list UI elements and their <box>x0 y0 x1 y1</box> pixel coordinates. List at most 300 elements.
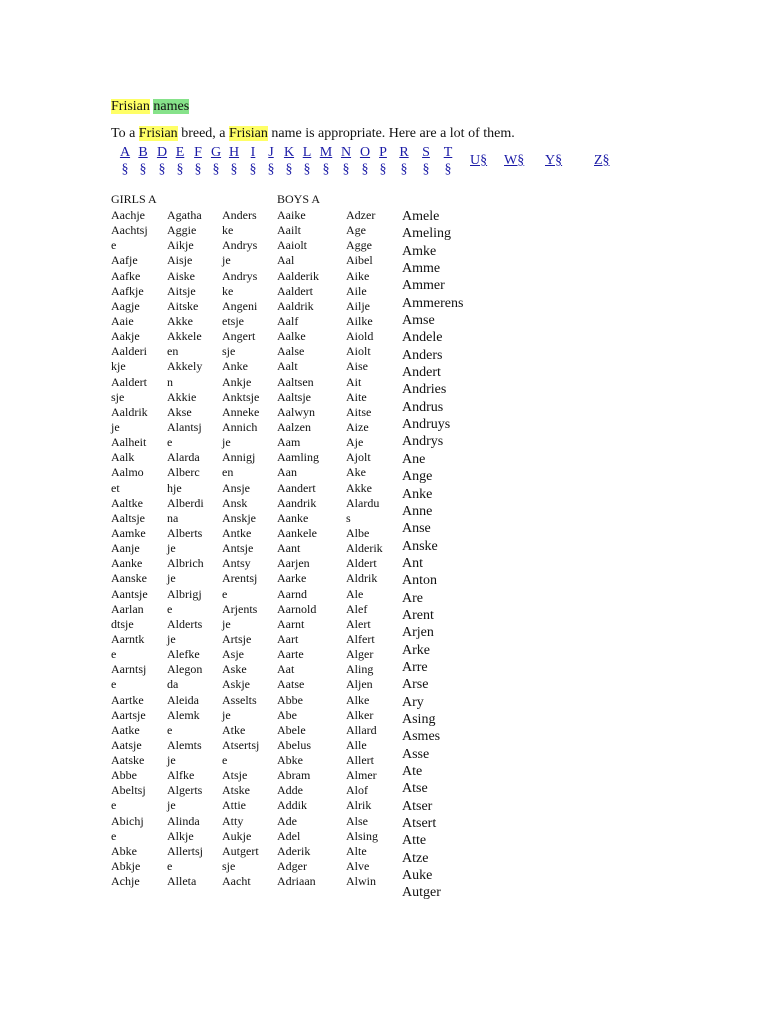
name-entry: Akke <box>346 480 372 495</box>
name-entry: Abbe <box>111 768 137 783</box>
name-entry: Aat <box>277 662 295 677</box>
name-entry: Algerts <box>167 783 203 798</box>
name-entry: Aakje <box>111 329 140 344</box>
intro-text-2: breed, a <box>177 126 229 141</box>
letter-link-z[interactable]: Z§ <box>594 153 610 168</box>
name-entry: Adde <box>277 783 303 798</box>
letter-label: I <box>250 145 256 160</box>
name-entry: je <box>167 541 176 556</box>
name-entry: Atsert <box>402 816 437 832</box>
section-mark: § <box>422 162 430 177</box>
boys-column-2 <box>346 208 383 889</box>
section-mark: § <box>361 162 369 177</box>
name-entry: Aibel <box>346 253 373 268</box>
name-entry: Ammer <box>402 278 445 294</box>
name-entry: e <box>222 753 228 768</box>
name-entry: Anse <box>402 521 431 537</box>
name-entry: Aaike <box>277 208 306 222</box>
name-entry: Alwin <box>346 874 376 889</box>
name-entry: Aafje <box>111 253 138 268</box>
name-entry: Akke <box>167 313 193 328</box>
name-entry: Angert <box>222 329 256 344</box>
name-entry: Abichj <box>111 813 144 828</box>
name-entry: Adriaan <box>277 874 316 889</box>
name-entry: Aling <box>346 662 374 677</box>
name-entry: Alardu <box>346 495 380 510</box>
name-entry: Aarlan <box>111 601 144 616</box>
name-entry: Alberts <box>167 525 203 540</box>
name-entry: Alantsj <box>167 419 202 434</box>
name-entry: Adel <box>277 828 301 843</box>
name-entry: Aafkje <box>111 283 144 298</box>
name-entry: Andert <box>402 365 441 381</box>
name-entry: Aagje <box>111 298 140 313</box>
letter-link-w[interactable]: W§ <box>504 153 525 168</box>
intro-text-1: To a <box>111 126 139 141</box>
name-entry: Arke <box>402 642 430 658</box>
name-entry: Autger <box>402 885 441 901</box>
name-entry: Aalwyn <box>277 404 315 419</box>
name-entry: Aal <box>277 253 295 268</box>
name-entry: Aacht <box>222 874 251 889</box>
name-entry: Aaldert <box>277 283 313 298</box>
section-mark: § <box>230 162 238 177</box>
name-entry: Abram <box>277 768 311 783</box>
name-entry: Aandrik <box>277 495 317 510</box>
name-entry: Alker <box>346 707 374 722</box>
name-entry: Amele <box>402 209 440 224</box>
section-mark: § <box>121 162 129 177</box>
name-entry: je <box>167 798 176 813</box>
name-entry: Arentsj <box>222 571 258 586</box>
section-mark: § <box>379 162 387 177</box>
name-entry: Ammerens <box>402 295 464 311</box>
name-entry: Agatha <box>167 208 202 222</box>
name-entry: Aarntk <box>111 631 145 646</box>
name-entry: Arre <box>402 659 428 675</box>
name-entry: Ait <box>346 374 362 389</box>
name-entry: Age <box>346 223 366 238</box>
letter-link-u[interactable]: U§ <box>470 153 488 168</box>
name-entry: Annich <box>222 419 258 434</box>
intro-paragraph <box>111 125 515 143</box>
name-entry: Auke <box>402 868 433 884</box>
letter-link-b[interactable] <box>133 144 153 178</box>
name-entry: Asing <box>402 711 436 727</box>
name-entry: Aamling <box>277 450 319 465</box>
name-entry: Albrich <box>167 556 204 571</box>
section-mark: § <box>212 162 220 177</box>
name-entry: Atske <box>222 783 250 798</box>
name-entry: n <box>167 374 173 389</box>
name-entry: Aike <box>346 268 370 283</box>
name-entry: Ailje <box>346 298 370 313</box>
name-entry: Aatsje <box>111 737 142 752</box>
name-entry: etsje <box>222 313 244 328</box>
name-entry: Alemk <box>167 707 200 722</box>
boys-column-1 <box>277 208 319 889</box>
girls-column-1 <box>111 208 148 889</box>
name-entry: et <box>111 480 120 495</box>
name-entry: Abelus <box>277 737 311 752</box>
name-entry: Atke <box>222 722 246 737</box>
name-entry: e <box>111 828 117 843</box>
name-entry: Alve <box>346 859 370 874</box>
title-word-frisian: Frisian <box>111 99 150 114</box>
name-entry: en <box>222 465 234 480</box>
letter-label: K <box>283 145 295 160</box>
section-mark: § <box>158 162 166 177</box>
name-entry: Ange <box>402 469 433 485</box>
letter-label: T <box>443 145 453 160</box>
name-entry: Amse <box>402 313 435 329</box>
name-entry: Aile <box>346 283 367 298</box>
name-entry: Anke <box>222 359 248 374</box>
name-entry: Alfke <box>167 768 195 783</box>
name-entry: Alke <box>346 692 370 707</box>
name-entry: Aan <box>277 465 297 480</box>
name-entry: Anke <box>402 486 433 502</box>
letter-label: P <box>379 145 387 160</box>
girls-header: GIRLS A <box>111 192 157 206</box>
name-entry: Abkje <box>111 859 141 874</box>
name-entry: Allertsj <box>167 843 203 858</box>
name-entry: Alrik <box>346 798 372 813</box>
letter-label: S <box>422 145 430 160</box>
name-entry: Aarntsj <box>111 662 147 677</box>
name-entry: e <box>167 435 173 450</box>
intro-highlight-2: Frisian <box>229 126 268 141</box>
letter-label: R <box>399 145 409 160</box>
name-entry: kje <box>111 359 126 374</box>
name-entry: Anders <box>402 347 443 363</box>
name-entry: Atser <box>402 798 433 814</box>
name-entry: Antsy <box>222 556 251 571</box>
section-mark: § <box>303 162 311 177</box>
letter-label: D <box>156 145 168 160</box>
title-word-names: names <box>153 99 190 114</box>
name-entry: Aalk <box>111 450 135 465</box>
name-entry: Aitske <box>167 298 199 313</box>
letter-link-l[interactable] <box>297 144 317 178</box>
name-entry: Alse <box>346 813 368 828</box>
name-entry: Aitsje <box>167 283 196 298</box>
name-entry: Alefke <box>167 647 200 662</box>
name-entry: Aalheit <box>111 435 147 450</box>
letter-link-j[interactable] <box>261 144 281 178</box>
name-entry: Andruys <box>402 417 451 433</box>
letter-label: E <box>175 145 185 160</box>
name-entry: Aaiolt <box>277 238 307 253</box>
name-entry: je <box>222 253 231 268</box>
name-entry: Akse <box>167 404 192 419</box>
section-mark: § <box>194 162 202 177</box>
name-entry: Akkie <box>167 389 197 404</box>
name-entry: Aljen <box>346 677 373 692</box>
letter-label: J <box>268 145 274 160</box>
letter-link-m[interactable] <box>316 144 336 178</box>
name-entry: Asmes <box>402 729 441 745</box>
name-entry: Attie <box>222 798 246 813</box>
name-entry: Aant <box>277 541 301 556</box>
name-entry: je <box>167 631 176 646</box>
name-entry: Are <box>402 590 423 606</box>
name-entry: Abele <box>277 722 306 737</box>
name-entry: Alleta <box>167 874 197 889</box>
name-entry: Ary <box>402 694 424 710</box>
name-entry: Aartke <box>111 692 144 707</box>
name-entry: Aaldert <box>111 374 147 389</box>
name-entry: Andrys <box>222 238 258 253</box>
name-entry: Aaie <box>111 313 134 328</box>
name-entry: ke <box>222 223 234 238</box>
name-entry: Aalke <box>277 329 306 344</box>
name-entry: Aalzen <box>277 419 311 434</box>
name-entry: Artsje <box>222 631 252 646</box>
name-entry: Aarjen <box>277 556 310 571</box>
name-entry: Atze <box>402 850 429 866</box>
name-entry: Albrigj <box>167 586 202 601</box>
name-entry: e <box>111 798 117 813</box>
name-entry: Ant <box>402 555 423 571</box>
name-entry: Arent <box>402 607 434 623</box>
name-entry: Aukje <box>222 828 252 843</box>
name-entry: Alemts <box>167 737 202 752</box>
name-entry: je <box>222 435 231 450</box>
name-entry: Adzer <box>346 208 376 222</box>
name-entry: e <box>167 859 173 874</box>
letter-link-t[interactable] <box>438 144 458 178</box>
section-mark: § <box>249 162 257 177</box>
letter-link-n[interactable] <box>336 144 356 178</box>
name-entry: Aachtsj <box>111 223 148 238</box>
name-entry: Abeltsj <box>111 783 146 798</box>
letter-link-g[interactable] <box>206 144 226 178</box>
name-entry: Akkely <box>167 359 203 374</box>
name-entry: Ankje <box>222 374 252 389</box>
name-entry: Aatse <box>277 677 305 692</box>
name-entry: Aikje <box>167 238 194 253</box>
name-entry: Ate <box>402 764 423 779</box>
girls-column-3 <box>222 208 259 889</box>
section-mark: § <box>176 162 184 177</box>
section-mark: § <box>322 162 330 177</box>
name-entry: je <box>167 753 176 768</box>
page-title <box>111 98 189 116</box>
name-entry: na <box>167 510 179 525</box>
name-entry: ke <box>222 283 234 298</box>
name-entry: Aaldrik <box>277 298 314 313</box>
section-mark: § <box>139 162 147 177</box>
name-entry: Aiold <box>346 329 374 344</box>
section-mark: § <box>285 162 293 177</box>
letter-label: A <box>119 145 131 160</box>
name-entry: Ailke <box>346 313 373 328</box>
name-entry: Aje <box>346 435 364 450</box>
name-entry: Antke <box>222 525 252 540</box>
name-entry: e <box>111 677 117 692</box>
name-entry: Addik <box>277 798 307 813</box>
name-entry: Anske <box>402 538 438 554</box>
name-entry: Aalt <box>277 359 298 374</box>
name-entry: Alfert <box>346 631 375 646</box>
name-entry: Aantsje <box>111 586 148 601</box>
name-entry: Aam <box>277 435 301 450</box>
name-entry: Aanske <box>111 571 147 586</box>
name-entry: Aldrik <box>346 571 378 586</box>
name-entry: je <box>167 571 176 586</box>
letter-link-y[interactable]: Y§ <box>545 153 563 168</box>
name-entry: Aitse <box>346 404 372 419</box>
name-entry: Asse <box>402 746 430 762</box>
name-entry: Abke <box>111 843 137 858</box>
name-entry: Andrus <box>402 399 444 415</box>
name-entry: Anneke <box>222 404 260 419</box>
name-entry: Aankele <box>277 525 317 540</box>
name-entry: Atty <box>222 813 244 828</box>
name-entry: Aarnt <box>277 616 305 631</box>
boys-header: BOYS A <box>277 192 321 206</box>
name-entry: Anskje <box>222 510 256 525</box>
name-entry: Aarnd <box>277 586 307 601</box>
name-entry: Adger <box>277 859 307 874</box>
name-entry: Alof <box>346 783 368 798</box>
name-entry: Aalmo <box>111 465 144 480</box>
name-entry: Ansk <box>222 495 248 510</box>
name-entry: Anders <box>222 208 257 222</box>
name-entry: Aatke <box>111 722 140 737</box>
name-entry: Anne <box>402 503 433 519</box>
name-entry: Aize <box>346 419 369 434</box>
name-entry: Asje <box>222 647 244 662</box>
name-entry: Arjen <box>402 625 434 641</box>
name-entry: e <box>111 238 117 253</box>
letter-link-d[interactable] <box>152 144 172 178</box>
name-entry: Asselts <box>222 692 257 707</box>
name-entry: Andrys <box>222 268 258 283</box>
letter-label: H <box>228 145 240 160</box>
name-entry: Anktsje <box>222 389 260 404</box>
name-entry: Aderik <box>277 843 311 858</box>
intro-highlight-1: Frisian <box>138 126 178 141</box>
letter-link-i[interactable] <box>243 144 263 178</box>
name-entry: Aanje <box>111 541 140 556</box>
name-entry: sje <box>111 389 125 404</box>
name-entry: Aanke <box>111 556 143 571</box>
name-entry: Ade <box>277 813 297 828</box>
name-entry: s <box>346 510 351 525</box>
name-entry: Anton <box>402 573 437 589</box>
name-entry: Alberdi <box>167 495 204 510</box>
section-mark: § <box>444 162 452 177</box>
name-entry: Arjents <box>222 601 258 616</box>
name-entry: Atte <box>402 833 427 849</box>
name-entry: e <box>222 586 228 601</box>
name-entry: Alarda <box>167 450 200 465</box>
letter-link-f[interactable] <box>188 144 208 178</box>
name-entry: Aaltsen <box>277 374 314 389</box>
name-entry: je <box>222 707 231 722</box>
name-entry: Aafke <box>111 268 141 283</box>
name-entry: Aalse <box>277 344 305 359</box>
name-entry: Aleida <box>167 692 199 707</box>
name-entry: Alsing <box>346 828 379 843</box>
letter-link-a[interactable] <box>115 144 135 178</box>
name-entry: Alinda <box>167 813 200 828</box>
name-entry: Akkele <box>167 329 202 344</box>
letter-link-o[interactable] <box>355 144 375 178</box>
name-entry: Allard <box>346 722 377 737</box>
name-entry: Aalf <box>277 313 299 328</box>
letter-label: M <box>319 145 333 160</box>
name-entry: Aart <box>277 631 299 646</box>
name-entry: Aise <box>346 359 368 374</box>
name-entry: Aarke <box>277 571 307 586</box>
name-entry: hje <box>167 480 182 495</box>
name-entry: Arse <box>402 677 429 693</box>
name-entry: Albe <box>346 525 370 540</box>
name-entry: Aandert <box>277 480 316 495</box>
letter-link-r[interactable] <box>394 144 414 178</box>
name-entry: je <box>222 616 231 631</box>
name-entry: Andries <box>402 382 447 398</box>
name-entry: Aite <box>346 389 367 404</box>
name-entry: Ake <box>346 465 366 480</box>
name-entry: Alle <box>346 737 367 752</box>
name-entry: Abbe <box>277 692 303 707</box>
name-entry: je <box>111 419 120 434</box>
name-entry: Alkje <box>167 828 194 843</box>
name-entry: Aatske <box>111 753 145 768</box>
section-mark: § <box>342 162 350 177</box>
letter-link-k[interactable] <box>279 144 299 178</box>
letter-label: F <box>194 145 202 160</box>
name-entry: Askje <box>222 677 250 692</box>
name-entry: Aggie <box>167 223 197 238</box>
letter-label: N <box>340 145 352 160</box>
name-entry: sje <box>222 344 236 359</box>
name-entry: Aalderik <box>277 268 319 283</box>
name-entry: dtsje <box>111 616 134 631</box>
letter-link-p[interactable] <box>373 144 393 178</box>
name-entry: Atsertsj <box>222 737 260 752</box>
name-entry: Aaltke <box>111 495 143 510</box>
name-entry: Ajolt <box>346 450 371 465</box>
name-entry: Aske <box>222 662 247 677</box>
name-entry: Ale <box>346 586 364 601</box>
name-entry: Autgert <box>222 843 259 858</box>
letter-link-h[interactable] <box>224 144 244 178</box>
name-entry: Aisje <box>167 253 193 268</box>
section-mark: § <box>400 162 408 177</box>
name-entry: Atsje <box>222 768 248 783</box>
name-entry: Andrys <box>402 434 444 450</box>
name-entry: Aaltsje <box>111 510 145 525</box>
name-entry: Alderts <box>167 616 203 631</box>
name-entry: Aachje <box>111 208 145 222</box>
letter-link-s[interactable] <box>416 144 436 178</box>
name-entry: Aanke <box>277 510 309 525</box>
name-entry: Annigj <box>222 450 256 465</box>
name-entry: Agge <box>346 238 372 253</box>
section-mark: § <box>267 162 275 177</box>
name-entry: Ameling <box>402 226 451 242</box>
intro-text-3: name is appropriate. Here are a lot of them. <box>267 126 515 141</box>
name-entry: Aiolt <box>346 344 371 359</box>
name-entry: Aarte <box>277 647 304 662</box>
letter-link-e[interactable] <box>170 144 190 178</box>
name-entry: e <box>167 722 173 737</box>
